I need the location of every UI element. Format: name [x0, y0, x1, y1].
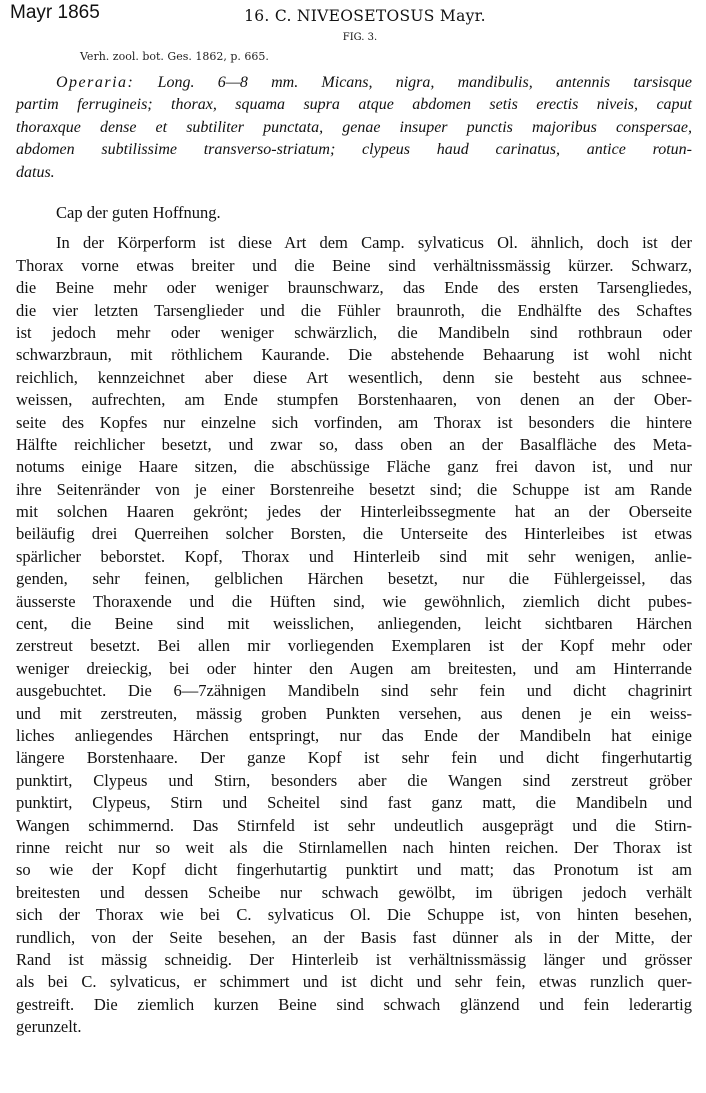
body-line: Hälfte reichlicher besetzt, und zwar so, dass oben an der Basalfläche des Meta-: [16, 434, 692, 454]
locality: Cap der guten Hoffnung.: [56, 203, 221, 222]
diagnosis-label: Operaria:: [56, 74, 135, 91]
body-line: seite des Kopfes nur einzelne sich vorfinden, am Thorax ist besonders die hintere: [16, 412, 692, 432]
body-line: ihre Seitenränder von je einer Borstenreihe besetzt sind; die Schuppe ist am Rande: [16, 479, 692, 499]
body-line: cent, die Beine sind mit weisslichen, anliegenden, leicht sichtbaren Härchen: [16, 614, 692, 634]
diagnosis-line: abdomen subtilissime transverso-striatum; clypeus haud carinatus, antice rotun-: [16, 141, 692, 159]
body-line: reichlich, kennzeichnet aber diese Art wesentlich, denn sie besteht aus schnee-: [16, 367, 692, 387]
body-line: so wie der Kopf dicht fingerhutartig punktirt und matt; das Pronotum ist am: [16, 860, 692, 880]
body-line: schwarzbraun, mit röthlichem Kaurande. Die abstehende Behaarung ist wohl nicht: [16, 345, 692, 365]
body-line: gestreift. Die ziemlich kurzen Beine sind schwach glänzend und fein lederartig: [16, 994, 692, 1014]
description-body: [16, 202, 692, 1038]
latin-diagnosis: [16, 72, 692, 184]
species-title: 16. C. NIVEOSETOSUS Mayr.: [244, 7, 486, 25]
body-line: punktirt, Clypeus, Stirn und Scheitel sind fast ganz matt, die Mandibeln und: [16, 793, 692, 813]
body-line: rundlich, von der Seite besehen, an der Basis fast dünner als in der Mitte, der: [16, 927, 692, 947]
body-line: sich der Thorax wie bei C. sylvaticus Ol. Die Schuppe ist, von hinten besehen,: [16, 905, 692, 925]
body-line: In der Körperform ist diese Art dem Camp. sylvaticus Ol. ähnlich, doch ist der: [56, 233, 692, 253]
body-line: notums einige Haare sitzen, die abschüssige Fläche ganz frei davon ist, und nur: [16, 457, 692, 477]
diagnosis-line: Operaria: Long. 6—8 mm. Micans, nigra, mandibulis, antennis tarsisque: [56, 74, 693, 91]
body-line: Wangen schimmernd. Das Stirnfeld ist sehr undeutlich ausgeprägt und die Stirn-: [16, 815, 692, 835]
body-line: genden, sehr feinen, gelblichen Härchen besetzt, nur die Fühlergeissel, das: [16, 569, 692, 589]
body-line: rinne reicht nur so weit als die Stirnlamellen nach hinten reichen. Der Thorax ist: [16, 837, 692, 857]
body-line: die Beine mehr oder weniger braunschwarz, das Ende des ersten Tarsengliedes,: [16, 278, 692, 298]
diagnosis-line: partim ferrugineis; thorax, squama supra atque abdomen setis erectis niveis, caput: [16, 96, 692, 114]
body-line: als bei C. sylvaticus, er schimmert und ist dicht und sehr fein, etwas runzlich quer-: [16, 972, 692, 992]
body-line: punktirt, Clypeus und Stirn, besonders aber die Wangen sind zerstreut gröber: [16, 770, 692, 790]
body-line: weissen, aufrechten, am Ende stumpfen Borstenhaaren, von denen an der Ober-: [16, 390, 692, 410]
body-line: die vier letzten Tarsenglieder und die Fühler braunroth, die Endhälfte des Schaftes: [16, 300, 692, 320]
body-line: liches anliegendes Härchen entspringt, nur das Ende der Mandibeln hat einige: [16, 725, 692, 745]
body-line: gerunzelt.: [16, 1017, 82, 1037]
body-line: zerstreut besetzt. Bei allen mir vorliegenden Exemplaren ist der Kopf mehr oder: [16, 636, 692, 656]
body-line: spärlicher beborstet. Kopf, Thorax und Hinterleib sind mit sehr wenigen, anlie-: [16, 546, 692, 566]
body-line: breitesten und dessen Scheibe nur schwach gewölbt, im übrigen jedoch verhält: [16, 882, 692, 902]
diagnosis-line: thoraxque dense et subtiliter punctata, genae insuper punctis majoribus conspersae,: [16, 118, 692, 136]
body-line: längere Borstenhaare. Der ganze Kopf ist sehr fein und dicht fingerhutartig: [16, 748, 692, 768]
page-tag: Mayr 1865: [10, 2, 100, 23]
body-line: mit solchen Haaren gekrönt; jedes der Hinterleibssegmente hat an der Oberseite: [16, 502, 692, 522]
body-line: ist jedoch mehr oder weniger schwärzlich, die Mandibeln sind rothbraun oder: [16, 322, 692, 342]
body-line: und mit zerstreuten, mässig groben Punkten versehen, aus denen je ein weiss-: [16, 703, 692, 723]
literature-reference: Verh. zool. bot. Ges. 1862, p. 665.: [80, 50, 269, 63]
body-line: ausgebuchtet. Die 6—7zähnigen Mandibeln sind sehr fein und dicht chagrinirt: [16, 681, 692, 701]
figure-reference: FIG. 3.: [342, 32, 378, 43]
body-line: Rand ist mässig schneidig. Der Hinterleib ist verhältnissmässig länger und grösser: [16, 949, 692, 969]
body-line: äusserste Thoraxende und die Hüften sind, wie gewöhnlich, ziemlich dicht pubes-: [16, 591, 692, 611]
body-line: weniger dreieckig, bei oder hinter den Augen am breitesten, und am Hinterrande: [16, 658, 692, 678]
diagnosis-line: datus.: [16, 163, 55, 181]
body-line: beiläufig drei Querreihen solcher Borsten, die Unterseite des Hinterleibes ist etwas: [16, 524, 692, 544]
body-line: Thorax vorne etwas breiter und die Beine sind verhältnissmässig kürzer. Schwarz,: [16, 255, 692, 275]
